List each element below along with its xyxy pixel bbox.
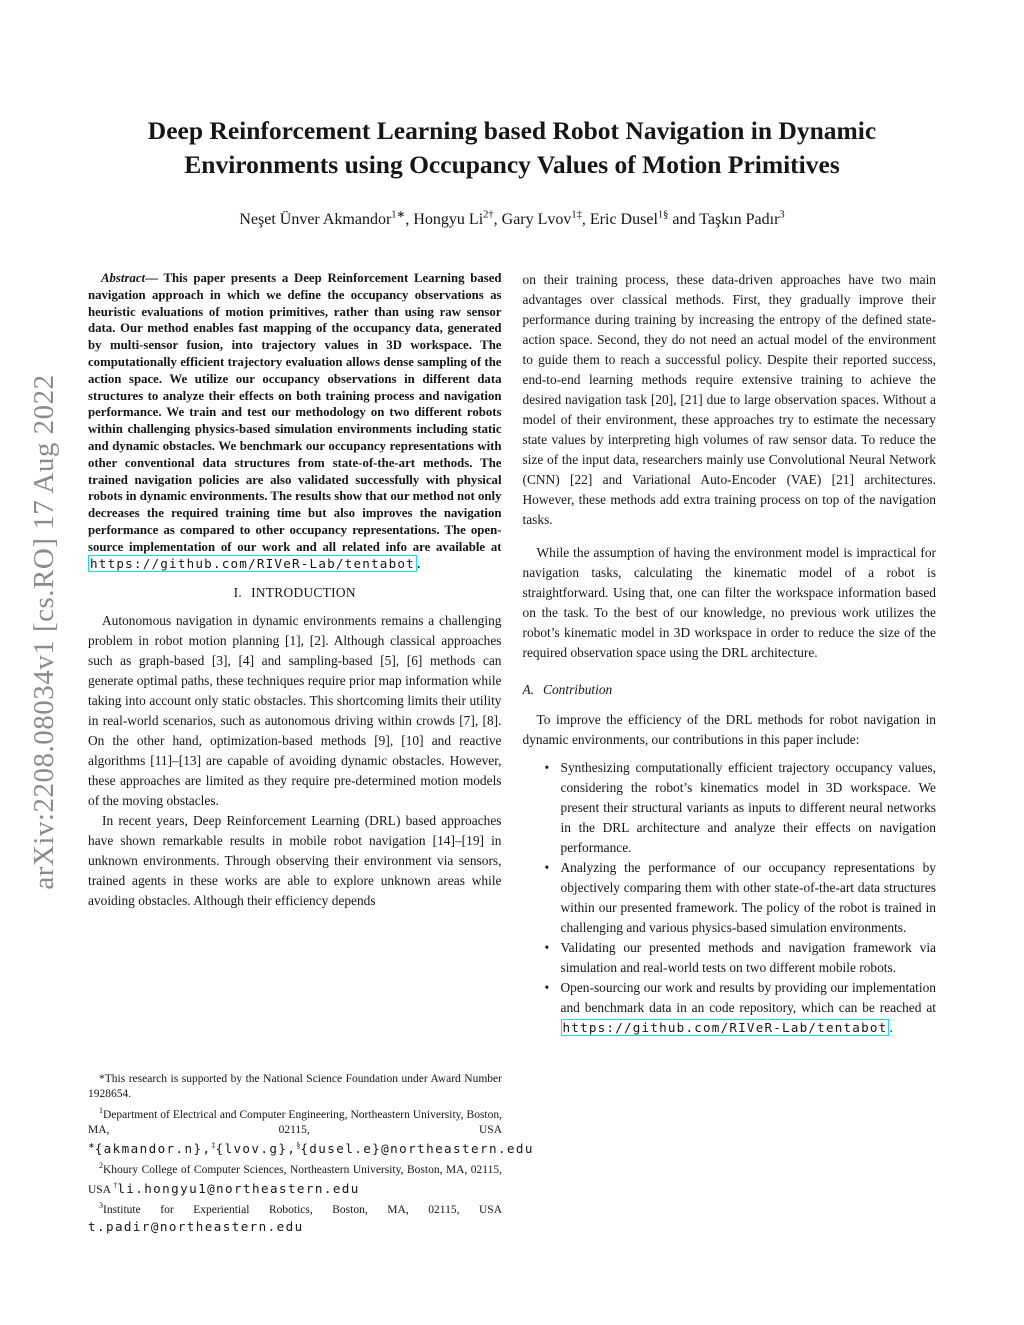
email-dusel: {dusel.e} bbox=[300, 1140, 382, 1156]
abstract-body: This paper presents a Deep Reinforcement Learning based navigation approach in which we define the occupancy observations as heuristic evaluations of motion primitives, rather than using raw sensor data. Our method enables fast mapping of the occupancy data, generated by multi-sensor fusion, into trajectory values in 3D workspace. The computationally efficient trajectory evaluation allows dense sampling of the action space. We utilize our occupancy observations in different data structures to analyze their effects on both training process and navigation performance. We train and test our methodology on two different robots within challenging physics-based simulation environments including static and dynamic obstacles. We benchmark our occupancy representations with other conventional data structures from state-of-the-art methods. The trained navigation policies are also validated successfully with physical robots in dynamic environments. The results show that our method not only decreases the required training time but also improves the navigation performance as compared to other occupancy representations. The open-source implementation of our work and all related info are available at bbox=[88, 271, 502, 554]
right-column bbox=[523, 270, 937, 1038]
github-repo-link-2[interactable]: https://github.com/RIVeR-Lab/tentabot bbox=[562, 1020, 888, 1035]
email-padir: t.padir@northeastern.edu bbox=[88, 1218, 304, 1234]
email-sup-1: ∗ bbox=[88, 1141, 95, 1151]
contribution-item-4 bbox=[544, 978, 937, 1038]
bullet-icon: • bbox=[544, 860, 550, 875]
contribution-intro-paragraph: To improve the efficiency of the DRL methods for robot navigation in dynamic environments, our contributions in this paper include: bbox=[522, 712, 936, 747]
contribution-item-2-text: Analyzing the performance of our occupancy representations by objectively comparing them with other state-of-the-art data structures within our presented framework. The policy of the robot is trained in challenging and various physics-based simulation environments. bbox=[560, 860, 936, 935]
author-4-affiliation: 1§ bbox=[657, 210, 669, 221]
github-repo-link[interactable]: https://github.com/RIVeR-Lab/tentabot bbox=[90, 555, 415, 571]
author-2: , Hongyu $Li^{2\dagger}$ bbox=[405, 210, 494, 229]
email-domain: @northeastern.edu bbox=[381, 1140, 534, 1156]
author-2-affiliation: 2† bbox=[483, 210, 494, 221]
email-sup-4: † bbox=[113, 1181, 118, 1191]
subsection-number: A. bbox=[522, 682, 535, 697]
author-1: Neşet Ünver Akmandor$^{1∗}$ bbox=[239, 210, 406, 229]
abstract bbox=[88, 270, 502, 572]
bullet-icon: • bbox=[544, 940, 550, 955]
footnote-affiliation-3: $^3$Institute for Experiential Robotics, Boston, MA, 02115, USA t.padir@northeastern.edu bbox=[88, 1201, 502, 1234]
footnotes-block bbox=[88, 1072, 534, 1236]
footnote-affiliation-1: $^1$Department of Electrical and Computer Engineering, Northeastern University, Boston, MA, 02115, USA ∗{akmandor.n},‡{lvov.g},§{dusel.e}@northeastern.edu bbox=[88, 1105, 534, 1156]
section-number: I. bbox=[233, 585, 243, 601]
subsection-name: Contribution bbox=[543, 682, 613, 697]
intro-paragraph-2: In recent years, Deep Reinforcement Learning (DRL) based approaches have shown remarkable results in mobile robot navigation [14]–[19] in unknown environments. Through observing their environment via sensors, trained agents in these works are able to explore unknown areas while avoiding obstacles. Although their efficiency depends bbox=[88, 813, 502, 909]
arxiv-watermark: arXiv:2208.08034v1 [cs.RO] 17 Aug 2022 bbox=[28, 374, 60, 890]
affiliation-1-sup: 1 bbox=[99, 1105, 103, 1115]
affiliation-2-sup: 2 bbox=[99, 1161, 103, 1171]
email-akmandor: {akmandor.n}, bbox=[94, 1140, 212, 1156]
author-5: and Taşkın Padır$^3$ bbox=[668, 210, 785, 229]
contribution-item-2 bbox=[544, 858, 937, 938]
author-3: , Gary Lvov$^{1\ddagger}$ bbox=[493, 210, 582, 229]
contribution-item-3-text: Validating our presented methods and navigation framework via simulation and real-world tests on two different mobile robots. bbox=[560, 940, 936, 975]
paper-title: Deep Reinforcement Learning based Robot Navigation in Dynamic Environments using Occupancy Values of Motion Primitives bbox=[147, 116, 877, 179]
abstract-dash: — bbox=[145, 271, 164, 285]
subsection-heading-contribution bbox=[523, 680, 937, 700]
email-sup-3: § bbox=[296, 1141, 301, 1151]
abstract-label: Abstract bbox=[101, 271, 146, 285]
two-column-body bbox=[88, 270, 936, 1038]
intro-paragraph-1: Autonomous navigation in dynamic environments remains a challenging problem in robot motion planning [1], [2]. Although classical approaches such as graph-based [3], [4] and sampling-based [5], [6] methods can generate optimal paths, these techniques require prior map information while taking into account only static obstacles. This shortcoming limits their utility in real-world scenarios, such as autonomous driving within crowds [7], [8]. On the other hand, optimization-based methods [9], [10] and reactive algorithms [11]–[13] are capable of avoiding dynamic obstacles. However, these approaches are limited as they require pre-determined motion models of the moving obstacles. bbox=[88, 613, 502, 809]
contribution-item-3 bbox=[544, 938, 937, 978]
bullet-icon: • bbox=[544, 760, 550, 775]
contribution-item-4-text: Open-sourcing our work and results by providing our implementation and benchmark data in an code repository, which can be reached at bbox=[560, 980, 936, 1015]
left-column bbox=[88, 270, 502, 1038]
section-name: INTRODUCTION bbox=[251, 585, 356, 601]
email-sup-2: ‡ bbox=[211, 1141, 216, 1151]
contribution-list bbox=[523, 758, 937, 1038]
contribution-item-1-text: Synthesizing computationally efficient trajectory occupancy values, considering the robot’s kinematics model in 3D workspace. We present their structural variants as inputs to different neural networks in the DRL architecture and analyze their effects on navigation performance. bbox=[560, 760, 936, 855]
contribution-item-4-period: . bbox=[889, 1020, 893, 1035]
contribution-item-1 bbox=[544, 758, 937, 858]
intro-paragraph-2-continued: on their training process, these data-driven approaches have two main advantages over classical methods. First, they gradually improve their performance during training by increasing the entropy of the defined state-action space. Second, they do not need an actual model of the environment to guide them to reach a successful policy. Despite their reported success, end-to-end learning methods require extensive training to achieve the desired navigation task [20], [21] due to large observation spaces. Without a model of their environment, these approaches try to estimate the necessary state values by interpreting high volumes of raw sensor data. To reduce the size of the input data, researchers mainly use Convolutional Neural Network (CNN) [22] and Variational Auto-Encoder (VAE) [21] architectures. However, these methods add extra training process on top of the navigation tasks. bbox=[522, 272, 936, 527]
author-3-affiliation: 1‡ bbox=[571, 210, 582, 221]
footnote-affiliation-2: $^2$Khoury College of Computer Sciences, Northeastern University, Boston, MA, 02115, USA †li.hongyu1@northeastern.edu bbox=[88, 1161, 502, 1197]
intro-paragraph-3: While the assumption of having the environment model is impractical for navigation tasks, calculating the kinematic model of a robot is straightforward. Using that, one can filter the workspace information based on the task. To the best of our knowledge, no previous work utilizes the robot’s kinematic model in 3D workspace in order to reduce the size of the required observation space using the DRL architecture. bbox=[522, 545, 936, 660]
footnote-funding: *This research is supported by the National Science Foundation under Award Number 1928654. bbox=[88, 1073, 502, 1101]
email-lvov: {lvov.g}, bbox=[215, 1140, 297, 1156]
section-heading-introduction bbox=[88, 585, 502, 601]
author-1-affiliation: 1∗ bbox=[391, 210, 406, 221]
author-5-affiliation: 3 bbox=[779, 210, 785, 221]
footnote-marker: * bbox=[99, 1073, 105, 1085]
author-4: , Eric Dusel$^{1\S}$ bbox=[581, 210, 669, 229]
bullet-icon: • bbox=[544, 980, 550, 995]
email-li: li.hongyu1@northeastern.edu bbox=[117, 1181, 360, 1197]
abstract-period: . bbox=[416, 556, 421, 571]
author-line bbox=[0, 209, 1024, 229]
affiliation-3-sup: 3 bbox=[99, 1201, 103, 1211]
